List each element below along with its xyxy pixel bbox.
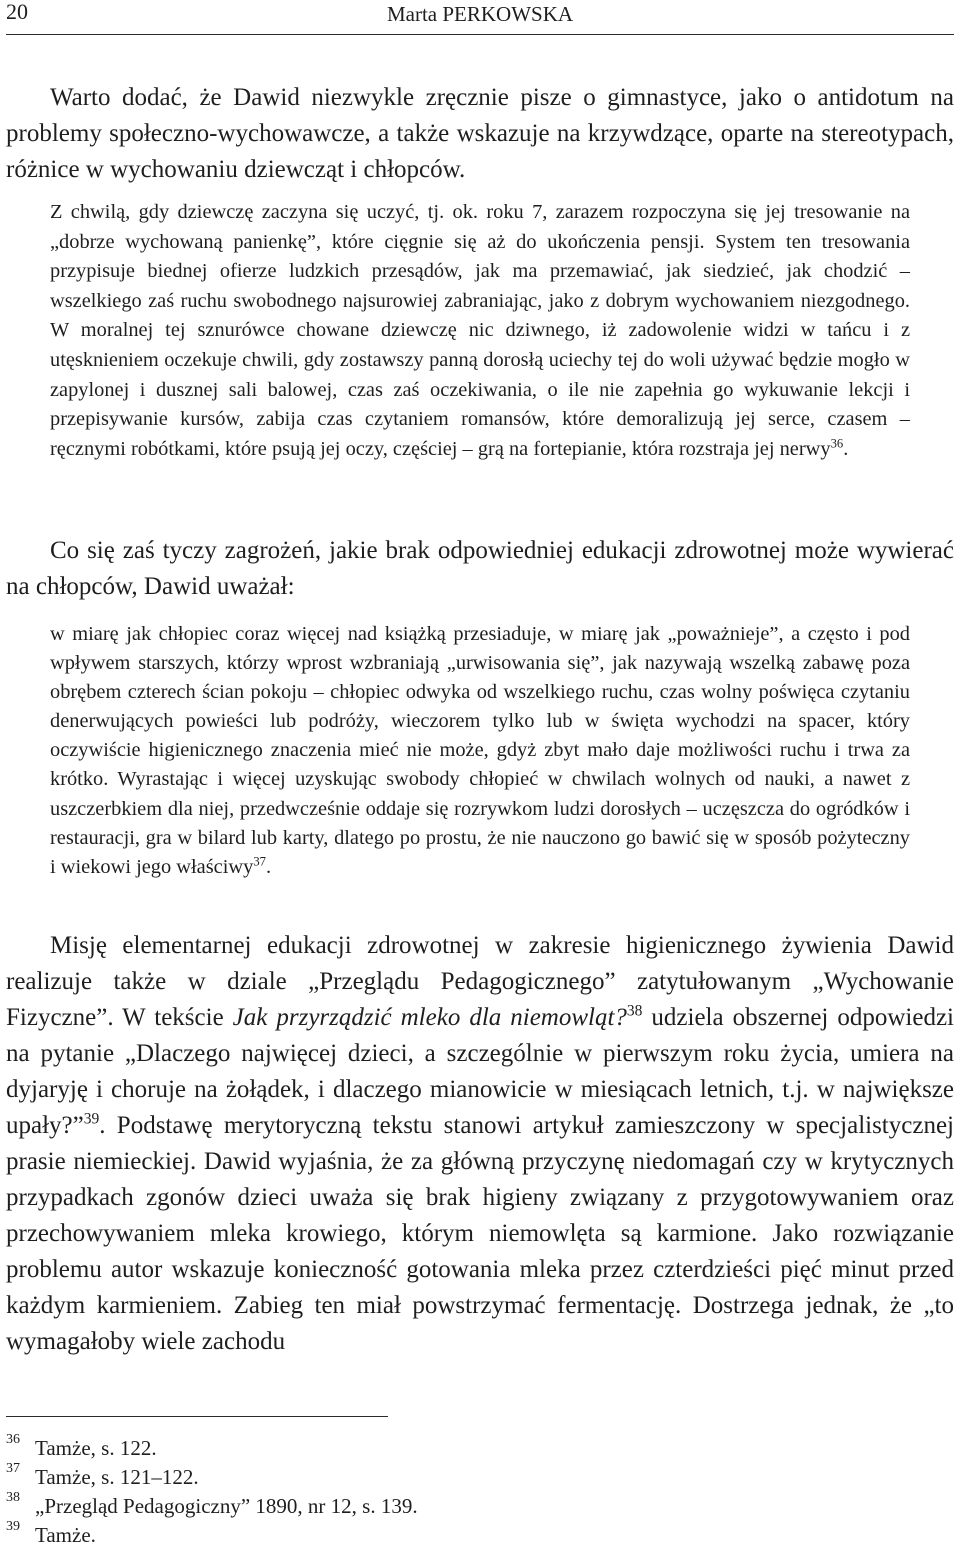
- footnote-text: Tamże, s. 121–122.: [35, 1465, 199, 1489]
- footnote-text: Tamże, s. 122.: [35, 1436, 157, 1460]
- block-quote-boys: [50, 620, 910, 882]
- footnote-38: [6, 1492, 906, 1521]
- footnote-number: 36: [6, 1432, 20, 1447]
- header-rule: [6, 34, 954, 35]
- quote-end: .: [265, 855, 272, 878]
- footnote-text: „Przegląd Pedagogiczny” 1890, nr 12, s. 139.: [35, 1494, 418, 1518]
- footnote-36: [6, 1434, 906, 1463]
- quote-text: Z chwilą, gdy dziewczę zaczyna się uczyć, tj. ok. roku 7, zarazem rozpoczyna się jej tresowanie na „dobrze wychowaną panienkę”, które cięgnie się aż do ukończenia pensji. System ten tresowania przypisuje biednej ofierze ludzkich przesądów, jak ma przemawiać, jak siedzieć, jak chodzić – wszelkiego zaś ruchu swobodnego najsurowiej zabraniając, jako z dobrym wychowaniem niezgodnego. W moralnej tej sznurówce chowane dziewczę nic dziwnego, iż zadowolenie widzi w tańcu i z utęsknieniem oczekuje chwili, gdy zostawszy panną dorosłą uciechy tej do woli używać będzie mogło w zapylonej i dusznej sali balowej, czas zaś oczekiwania, o ile nie zapełnia go wykuwanie lekcji i przepisywanie kursów, zabija czas czytaniem romansów, które demoralizują jej serce, czasem – ręcznymi robótkami, które psują jej oczy, częściej – grą na fortepianie, która rozstraja jej nerwy: [50, 201, 910, 460]
- footnote-ref-38: 38: [626, 1002, 643, 1020]
- footnote-ref-37: 37: [253, 854, 266, 869]
- footnote-ref-39: 39: [83, 1110, 100, 1128]
- paragraph-text: Misję elementarnej edukacji zdrowotnej w zakresie higienicznego żywienia Dawid realizuje także w dziale „Przeglądu Pedagogicznego” zatytułowanym „Wychowanie Fizyczne”. W tekście: [6, 932, 954, 1031]
- paragraph-text: . Podstawę merytoryczną tekstu stanowi artykuł zamieszczony w specjalistycznej prasie niemieckiej. Dawid wyjaśnia, że za główną przyczynę niedomagań czy w krytycznych przypadkach zgonów dzieci uważa się brak higieny związany z przygotowywaniem oraz przechowywaniem mleka krowiego, którym niemowlęta są karmione. Jako rozwiązanie problemu autor wskazuje konieczność gotowania mleka przez czterdzieści pięć minut przed każdym karmieniem. Zabieg ten miał powstrzymać fermentację. Dostrzega jednak, że „to wymagałoby wiele zachodu: [6, 1112, 954, 1355]
- footnote-number: 37: [6, 1461, 20, 1476]
- footnote-number: 39: [6, 1519, 20, 1534]
- paragraph-boys-intro: Co się zaś tyczy zagrożeń, jakie brak odpowiedniej edukacji zdrowotnej może wywierać na chłopców, Dawid uważał:: [6, 537, 954, 600]
- block-quote-girls: [50, 198, 910, 464]
- footnote-37: [6, 1463, 906, 1492]
- footnotes-list: [6, 1434, 906, 1550]
- footnote-number: 38: [6, 1490, 20, 1505]
- footnote-text: Tamże.: [35, 1523, 96, 1547]
- quote-text: w miarę jak chłopiec coraz więcej nad książką przesiaduje, w miarę jak „poważnieje”, a często i pod wpływem starszych, którzy wprost wzbraniają „urwisowania się”, jak nazywają wszelką zabawę poza obrębem czterech ścian pokoju – chłopiec odwyka od wszelkiego ruchu, czas wolny poświęca czytaniu denerwujących powieści lub podróży, wieczorem tylko lub w święta wychodzi na spacer, który oczywiście higienicznego znaczenia mieć nie może, gdyż zbyt mało daje możliwości ruchu i trwa za krótko. Wyrastając i więcej uzyskując swobody chłopieć w chwilach wolnych od nauki, a nawet z uszczerbkiem dla niej, przedwcześnie oddaje się rozrywkom ludzi dorosłych – uczęszcza do ogródków i restauracji, gra w bilard lub karty, dlatego po prostu, że nie nauczono go bawić się w sposób pożyteczny i wiekowi jego właściwy: [50, 623, 910, 878]
- quote-end: .: [843, 437, 849, 460]
- footnote-rule: [6, 1416, 388, 1417]
- article-title: Jak przyrządzić mleko dla niemowląt?: [232, 1004, 627, 1031]
- paragraph-text: udziela obszernej odpowiedzi na pytanie „Dlaczego najwięcej dzieci, a szczególnie w pierwszym roku życia, umiera na dyjaryję i choruje na żołądek, i dlaczego mianowicie w miesiącach letnich, t.j. w największe upały?”: [6, 1004, 955, 1139]
- footnote-39: [6, 1521, 906, 1550]
- page-header: [6, 0, 954, 30]
- paragraph-milk: [6, 928, 954, 1360]
- running-head-author: Marta PERKOWSKA: [386, 2, 574, 26]
- footnote-ref-36: 36: [830, 436, 844, 451]
- page-number: 20: [6, 0, 28, 24]
- paragraph-gymnastics: Warto dodać, że Dawid niezwykle zręcznie pisze o gimnastyce, jako o antidotum na problemy społeczno-wychowawcze, a także wskazuje na krzywdzące, oparte na stereotypach, różnice w wychowaniu dziewcząt i chłopców.: [6, 84, 954, 183]
